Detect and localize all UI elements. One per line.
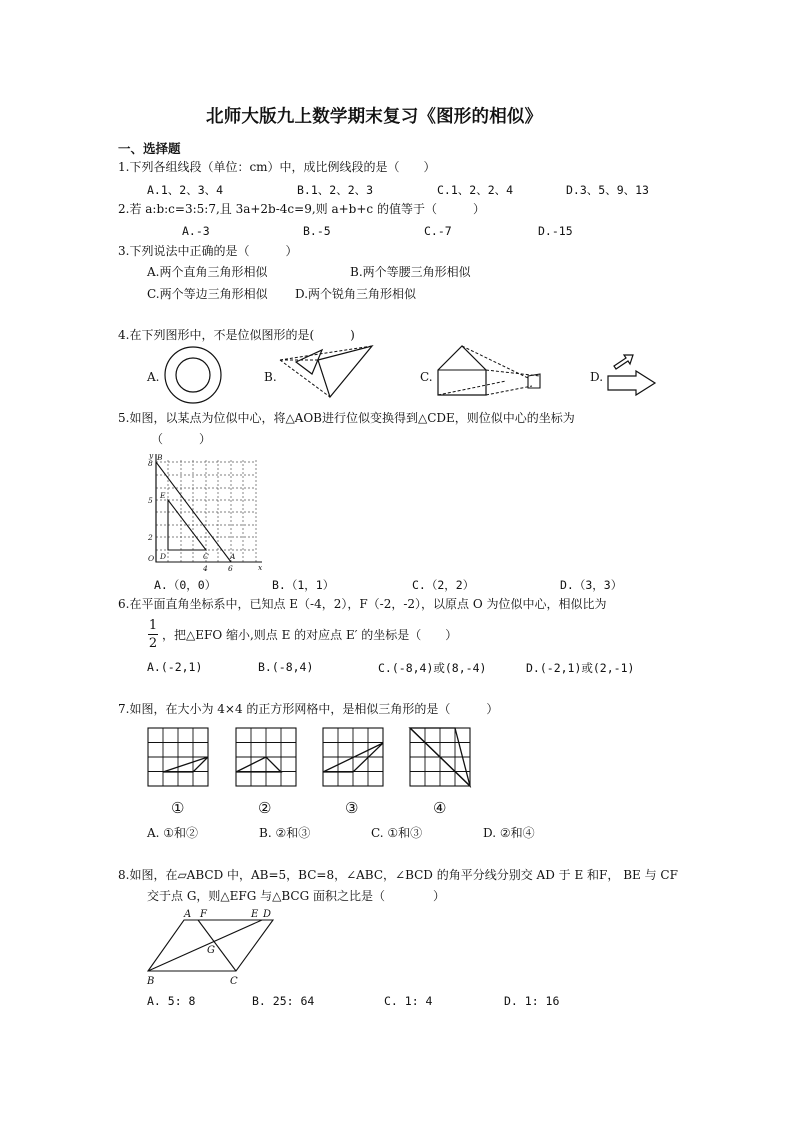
q5-option-b: B.（1，1） (272, 578, 335, 592)
q4-option-c: C. (420, 370, 433, 384)
q7-option-b: B. ②和③ (259, 826, 311, 840)
q4-option-a: A. (147, 370, 160, 384)
q5-label-b: B (157, 453, 163, 462)
q5-label-e: E (160, 491, 166, 500)
q5-label-o: O (148, 554, 155, 563)
q8-option-a: A. 5: 8 (147, 994, 196, 1008)
q6-option-d: D.(-2,1)或(2,-1) (526, 661, 635, 675)
q8-label-d: D (263, 909, 272, 920)
q2-option-c: C.-7 (424, 224, 452, 238)
q6-fraction-denominator: 2 (148, 636, 158, 651)
q8-label-e: E (251, 909, 259, 920)
q7-option-c: C. ①和③ (371, 826, 423, 840)
q5-option-c: C.（2，2） (412, 578, 475, 592)
q7-option-a: A. ①和② (147, 826, 199, 840)
q8-label-b: B (147, 976, 155, 987)
q1-stem: 1.下列各组线段（单位：cm）中，成比例线段的是（ ） (118, 160, 436, 174)
q8-label-g: G (207, 945, 215, 956)
q5-label-c: C (203, 552, 209, 561)
q6-stem: 6.在平面直角坐标系中，已知点 E（-4，2），F（-2，-2），以原点 O 为位似中心，相似比为 (118, 597, 607, 611)
q8-label-c: C (230, 976, 238, 987)
q8-label-f: F (200, 909, 207, 920)
section-heading: 一、选择题 (118, 141, 181, 156)
q5-option-a: A.（0，0） (154, 578, 217, 592)
q8-option-c: C. 1: 4 (384, 994, 433, 1008)
q2-option-d: D.-15 (538, 224, 573, 238)
q6-option-c: C.(-8,4)或(8,-4) (378, 661, 487, 675)
q5-label-d: D (160, 552, 167, 561)
q8-option-d: D. 1: 16 (504, 994, 560, 1008)
q3-option-a: A.两个直角三角形相似 (147, 265, 268, 279)
q8-label-a: A (184, 909, 192, 920)
q3-option-b: B.两个等腰三角形相似 (350, 265, 471, 279)
q5-tick-2: 2 (148, 533, 153, 542)
q8-option-b: B. 25: 64 (252, 994, 315, 1008)
q1-option-a: A.1、2、3、4 (147, 183, 224, 197)
q7-option-d: D. ②和④ (483, 826, 535, 840)
q2-option-b: B.-5 (303, 224, 331, 238)
q3-stem: 3.下列说法中正确的是（ ） (118, 244, 298, 258)
q6-fraction-numerator: 1 (148, 618, 158, 633)
q3-option-c: C.两个等边三角形相似 (147, 287, 268, 301)
q5-tick-5: 5 (148, 496, 153, 505)
q5-label-a: A (230, 552, 236, 561)
q2-stem: 2.若 a:b:c=3:5:7,且 3a+2b-4c=9,则 a+b+c 的值等于（ ） (118, 202, 485, 216)
q7-grid-label-2: ② (258, 799, 272, 817)
q5-stem: 5.如图，以某点为位似中心，将△AOB进行位似变换得到△CDE，则位似中心的坐标为 (118, 411, 575, 425)
page-title: 北师大版九上数学期末复习《图形的相似》 (206, 107, 543, 127)
q3-option-d: D.两个锐角三角形相似 (295, 287, 417, 301)
q5-option-d: D.（3，3） (560, 578, 623, 592)
q8-stem-continued: 交于点 G，则△EFG 与△BCG 面积之比是（ ） (147, 889, 445, 903)
q4-option-b: B. (264, 370, 277, 384)
q6-option-a: A.(-2,1) (147, 660, 203, 674)
q8-stem: 8.如图，在▱ABCD 中，AB=5，BC=8，∠ABC，∠BCD 的角平分线分别交 AD 于 E 和F， BE 与 CF (118, 868, 678, 882)
q5-label-y: y (149, 451, 154, 460)
q7-grid-label-4: ④ (433, 799, 447, 817)
q8-segment-be (148, 920, 262, 971)
q5-tick-8: 8 (148, 459, 153, 468)
q5-label-x: x (258, 563, 263, 572)
q6-option-b: B.(-8,4) (258, 660, 314, 674)
q7-grid-label-1: ① (171, 799, 185, 817)
q6-stem-continued: ，把△EFO 缩小,则点 E 的对应点 E′ 的坐标是（ ） (162, 628, 458, 642)
q7-grid-label-3: ③ (345, 799, 359, 817)
q4-stem: 4.在下列图形中，不是位似图形的是( ) (118, 328, 355, 342)
q7-stem: 7.如图，在大小为 4×4 的正方形网格中，是相似三角形的是（ ） (118, 702, 499, 716)
q5-paren: （ ） (151, 432, 212, 446)
q1-option-b: B.1、2、2、3 (297, 183, 374, 197)
q2-option-a: A.-3 (182, 224, 210, 238)
q4-option-d: D. (590, 370, 604, 384)
q1-option-c: C.1、2、2、4 (437, 183, 514, 197)
q5-tick-4: 4 (203, 564, 208, 573)
q5-tick-6: 6 (228, 564, 233, 573)
q1-option-d: D.3、5、9、13 (566, 183, 649, 197)
